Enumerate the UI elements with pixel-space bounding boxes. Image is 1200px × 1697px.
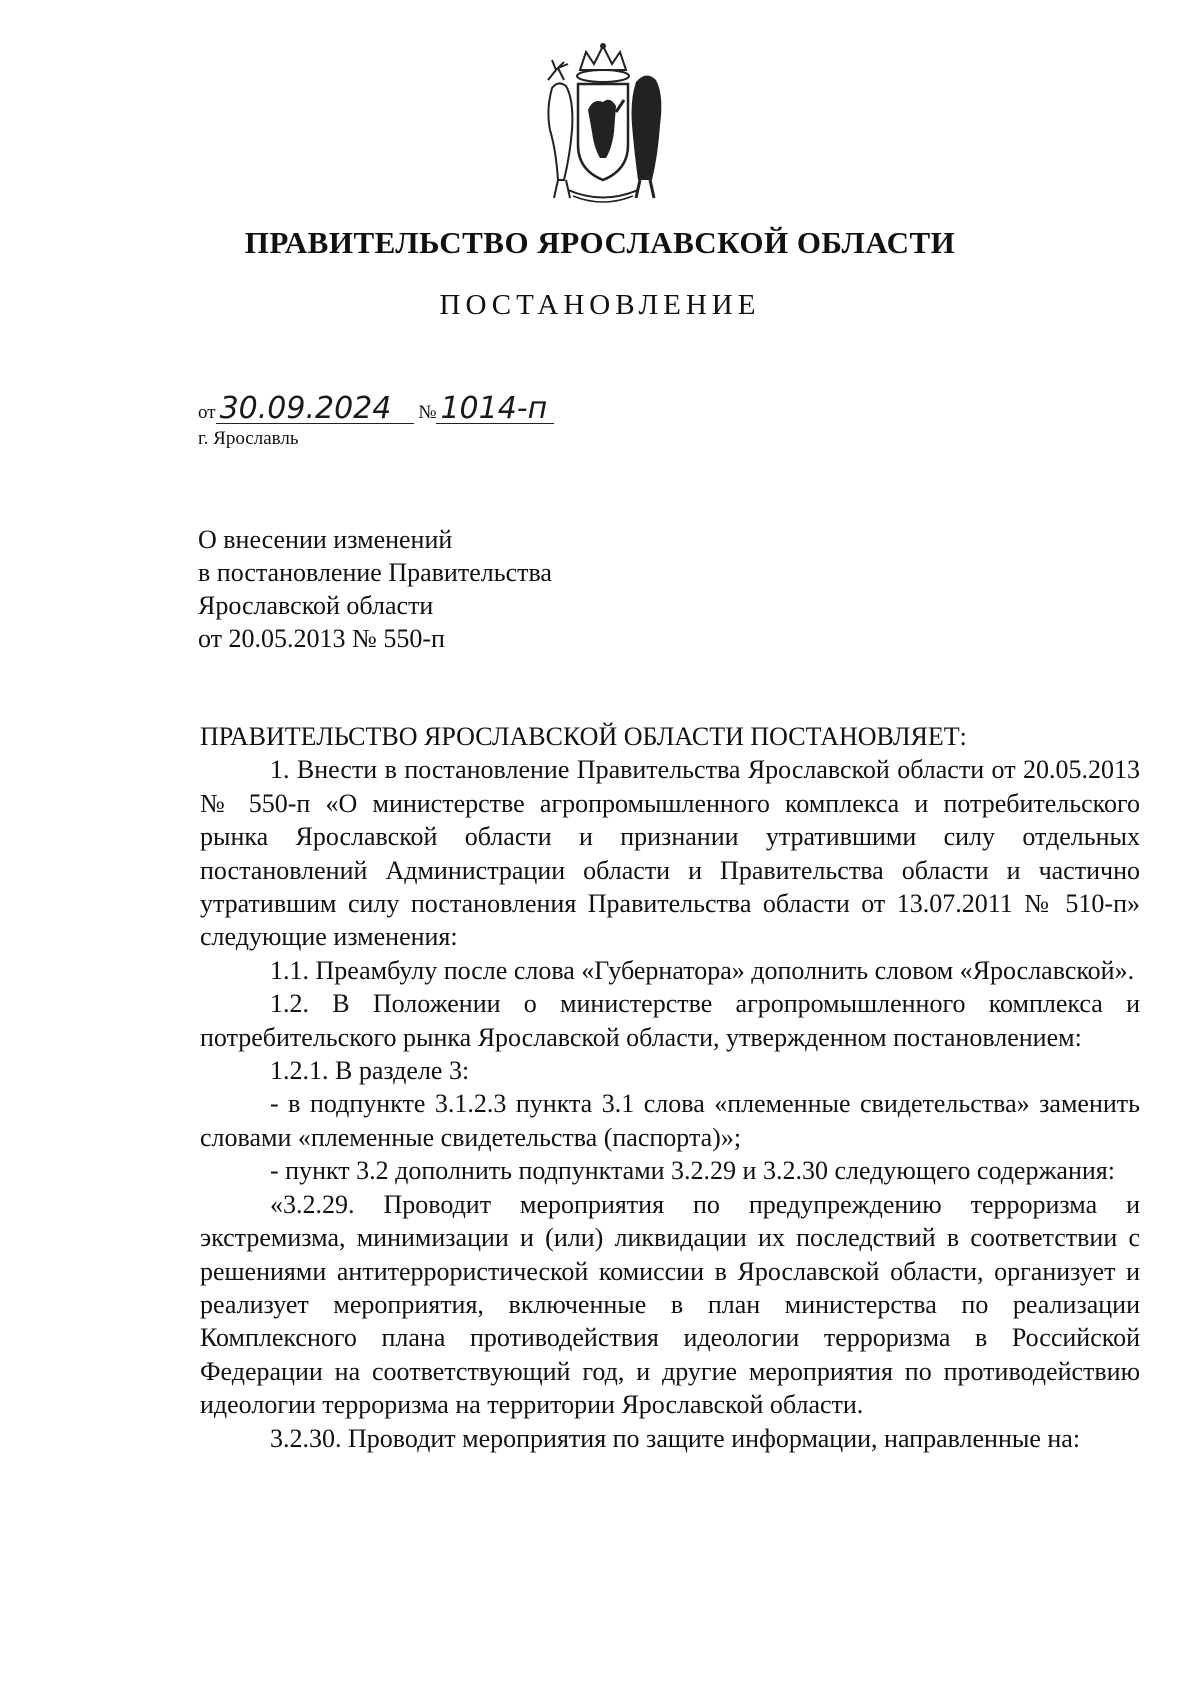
document-body — [200, 720, 1140, 1455]
resolution-clause: ПРАВИТЕЛЬСТВО ЯРОСЛАВСКОЙ ОБЛАСТИ ПОСТАНОВЛЯЕТ: — [200, 722, 967, 751]
body-paragraph: 3.2.30. Проводит мероприятия по защите информации, направленные на: — [270, 1423, 1081, 1453]
document-type-heading: ПОСТАНОВЛЕНИЕ — [439, 289, 761, 321]
body-paragraph: 1.1. Преамбулу после слова «Губернатора» дополнить словом «Ярославской». — [270, 955, 1135, 985]
subject-line: Ярославской области — [198, 591, 434, 620]
subject-line: О внесении изменений — [198, 525, 453, 554]
city-line: г. Ярославль — [198, 428, 299, 449]
body-paragraph: - пункт 3.2 дополнить подпунктами 3.2.29 и 3.2.30 следующего содержания: — [270, 1156, 1115, 1186]
body-paragraph: 1.2. В Положении о министерстве агропромышленного комплекса и потребительского рынка Ярославской области, утвержденном постановлением: — [200, 989, 1140, 1052]
coat-of-arms-emblem — [528, 40, 678, 205]
date-number-line — [198, 391, 554, 426]
body-paragraph: 1.2.1. В разделе 3: — [270, 1056, 470, 1086]
date-prefix: от — [198, 402, 216, 423]
number-prefix: № — [418, 402, 437, 423]
organization-title: ПРАВИТЕЛЬСТВО ЯРОСЛАВСКОЙ ОБЛАСТИ — [244, 225, 956, 260]
subject-line: от 20.05.2013 № 550-п — [198, 624, 445, 653]
body-paragraph: - в подпункте 3.1.2.3 пункта 3.1 слова «племенные свидетельства» заменить словами «племенные свидетельства (паспорта)»; — [200, 1089, 1140, 1152]
handwritten-date: 30.09.2024 — [216, 395, 414, 424]
body-paragraph: «3.2.29. Проводит мероприятия по предупреждению терроризма и экстремизма, минимизации и (или) ликвидации их последствий в соответствии с решениями антитеррористической комиссии в Ярославской области, организует и реализует мероприятия, включенные в план министерства по реализации Комплексного плана противодействия идеологии терроризма в Российской Федерации на соответствующий год, и другие мероприятия по противодействию идеологии терроризма на территории Ярославской области. — [200, 1189, 1140, 1420]
subject-line: в постановление Правительства — [198, 558, 552, 587]
body-paragraph: 1. Внести в постановление Правительства Ярославской области от 20.05.2013 № 550-п «О министерстве агропромышленного комплекса и потребительского рынка Ярославской области и признании утратившими силу отдельных постановлений Администрации области и Правительства области и частично утратившим силу постановления Правительства области от 13.07.2011 № 510-п» следующие изменения: — [200, 755, 1140, 952]
subject-block — [198, 523, 552, 655]
handwritten-number: 1014-п — [436, 395, 554, 424]
